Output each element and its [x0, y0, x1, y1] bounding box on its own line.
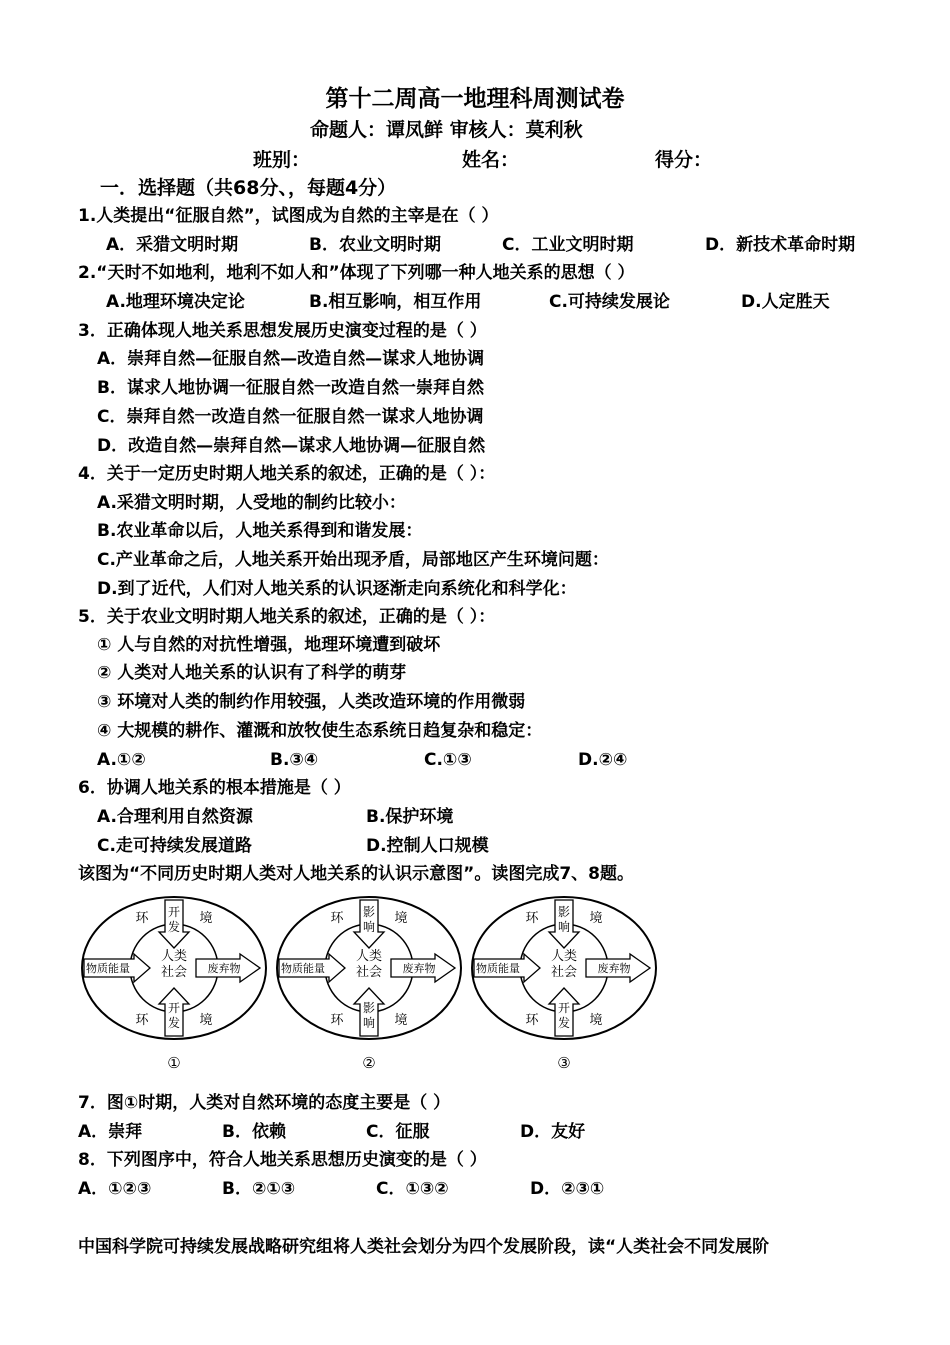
environment-label: 境	[589, 1013, 603, 1028]
q5-statement-1: ① 人与自然的对抗性增强，地理环境遭到破坏	[97, 635, 441, 655]
q3-option-c: C．崇拜自然一改造自然一征服自然一谋求人地协调	[97, 407, 484, 427]
diagram-number: ①	[167, 1054, 181, 1072]
society-label-2: 社会	[355, 965, 383, 980]
environment-label: 境	[394, 1013, 408, 1028]
passage-text: 中国科学院可持续发展战略研究组将人类社会划分为四个发展阶段，读“人类社会不同发展阶	[78, 1237, 770, 1257]
environment-label: 环	[330, 1013, 344, 1028]
question-5-stem: 5．关于农业文明时期人地关系的叙述，正确的是（ ）：	[78, 607, 496, 627]
q4-option-b: B.农业革命以后，人地关系得到和谐发展：	[97, 521, 423, 541]
q5-option-b: B.③④	[270, 750, 319, 770]
q5-option-c: C.①③	[424, 750, 472, 770]
society-label-1: 人类	[160, 949, 188, 964]
input-arrow-label: 物质能量	[281, 962, 325, 975]
authors-line: 命题人：谭凤鲜 审核人：莫利秋	[310, 119, 583, 141]
environment-label: 境	[199, 911, 213, 926]
q6-option-d: D.控制人口规模	[366, 836, 489, 856]
q5-option-a: A.①②	[97, 750, 146, 770]
output-arrow-label: 废弃物	[597, 962, 631, 975]
q1-option-c: C．工业文明时期	[502, 235, 634, 255]
q2-option-b: B.相互影响，相互作用	[309, 292, 482, 312]
q4-option-d: D.到了近代，人们对人地关系的认识逐渐走向系统化和科学化：	[97, 579, 577, 599]
q7-option-c: C．征服	[366, 1122, 430, 1142]
environment-label: 环	[525, 911, 539, 926]
top-arrow-label: 发	[167, 920, 181, 934]
bottom-arrow-label: 开	[167, 1001, 181, 1015]
human-earth-diagrams	[78, 895, 678, 1075]
q2-option-c: C.可持续发展论	[549, 292, 670, 312]
bottom-arrow-label: 开	[557, 1001, 571, 1015]
bottom-arrow-label: 响	[362, 1016, 376, 1030]
q7-option-d: D．友好	[520, 1122, 586, 1142]
environment-label: 环	[135, 911, 149, 926]
bottom-arrow-label: 影	[362, 1001, 376, 1015]
q6-option-a: A.合理利用自然资源	[97, 807, 253, 827]
figure-intro: 该图为“不同历史时期人类对人地关系的认识示意图”。读图完成7、8题。	[78, 864, 635, 884]
question-1-stem: 1.人类提出“征服自然”，试图成为自然的主宰是在（ ）	[78, 206, 499, 226]
question-8-stem: 8．下列图序中，符合人地关系思想历史演变的是（ ）	[78, 1150, 487, 1170]
society-label-2: 社会	[160, 965, 188, 980]
q6-option-c: C.走可持续发展道路	[97, 836, 252, 856]
top-arrow-label: 影	[362, 905, 376, 919]
q1-option-d: D．新技术革命时期	[705, 235, 856, 255]
output-arrow-label: 废弃物	[207, 962, 241, 975]
score-label: 得分：	[655, 149, 713, 171]
q1-option-b: B．农业文明时期	[309, 235, 441, 255]
output-arrow-label: 废弃物	[402, 962, 436, 975]
q6-option-b: B.保护环境	[366, 807, 454, 827]
q5-option-d: D.②④	[578, 750, 628, 770]
society-label-1: 人类	[355, 949, 383, 964]
input-arrow-label: 物质能量	[476, 962, 520, 975]
q4-option-a: A.采猎文明时期，人受地的制约比较小：	[97, 493, 406, 513]
page-title: 第十二周高一地理科周测试卷	[325, 86, 625, 112]
q7-option-b: B．依赖	[222, 1122, 286, 1142]
q4-option-c: C.产业革命之后，人地关系开始出现矛盾，局部地区产生环境问题：	[97, 550, 609, 570]
environment-label: 环	[135, 1013, 149, 1028]
question-6-stem: 6．协调人地关系的根本措施是（ ）	[78, 778, 351, 798]
society-label-1: 人类	[550, 949, 578, 964]
q3-option-a: A．崇拜自然—征服自然—改造自然—谋求人地协调	[97, 349, 485, 369]
diagram-number: ②	[362, 1054, 376, 1072]
q3-option-b: B．谋求人地协调一征服自然一改造自然一崇拜自然	[97, 378, 484, 398]
environment-label: 境	[394, 911, 408, 926]
section-heading: 一．选择题（共68分、，每题4分）	[100, 177, 397, 199]
q1-option-a: A．采猎文明时期	[106, 235, 239, 255]
q5-statement-2: ② 人类对人地关系的认识有了科学的萌芽	[97, 663, 407, 683]
environment-label: 环	[525, 1013, 539, 1028]
input-arrow-label: 物质能量	[86, 962, 130, 975]
q8-option-c: C．①③②	[376, 1179, 449, 1199]
top-arrow-label: 开	[167, 905, 181, 919]
q2-option-d: D.人定胜天	[741, 292, 830, 312]
q2-option-a: A.地理环境决定论	[106, 292, 245, 312]
bottom-arrow-label: 发	[167, 1016, 181, 1030]
question-7-stem: 7．图①时期，人类对自然环境的态度主要是（ ）	[78, 1093, 451, 1113]
environment-label: 境	[589, 911, 603, 926]
q5-statement-3: ③ 环境对人类的制约作用较强，人类改造环境的作用微弱	[97, 692, 526, 712]
q3-option-d: D．改造自然—崇拜自然—谋求人地协调—征服自然	[97, 436, 486, 456]
question-4-stem: 4．关于一定历史时期人地关系的叙述，正确的是（ ）：	[78, 464, 496, 484]
class-label: 班别：	[253, 149, 311, 171]
q8-option-a: A．①②③	[78, 1179, 152, 1199]
top-arrow-label: 响	[362, 920, 376, 934]
name-label: 姓名：	[462, 149, 520, 171]
top-arrow-label: 响	[557, 920, 571, 934]
question-3-stem: 3．正确体现人地关系思想发展历史演变过程的是（ ）	[78, 321, 487, 341]
environment-label: 环	[330, 911, 344, 926]
society-label-2: 社会	[550, 965, 578, 980]
q8-option-b: B．②①③	[222, 1179, 296, 1199]
q5-statement-4: ④ 大规模的耕作、灌溉和放牧使生态系统日趋复杂和稳定：	[97, 721, 543, 741]
environment-label: 境	[199, 1013, 213, 1028]
diagram-number: ③	[557, 1054, 571, 1072]
question-2-stem: 2.“天时不如地利，地利不如人和”体现了下列哪一种人地关系的思想（ ）	[78, 263, 635, 283]
q8-option-d: D．②③①	[530, 1179, 605, 1199]
bottom-arrow-label: 发	[557, 1016, 571, 1030]
q7-option-a: A．崇拜	[78, 1122, 143, 1142]
top-arrow-label: 影	[557, 905, 571, 919]
